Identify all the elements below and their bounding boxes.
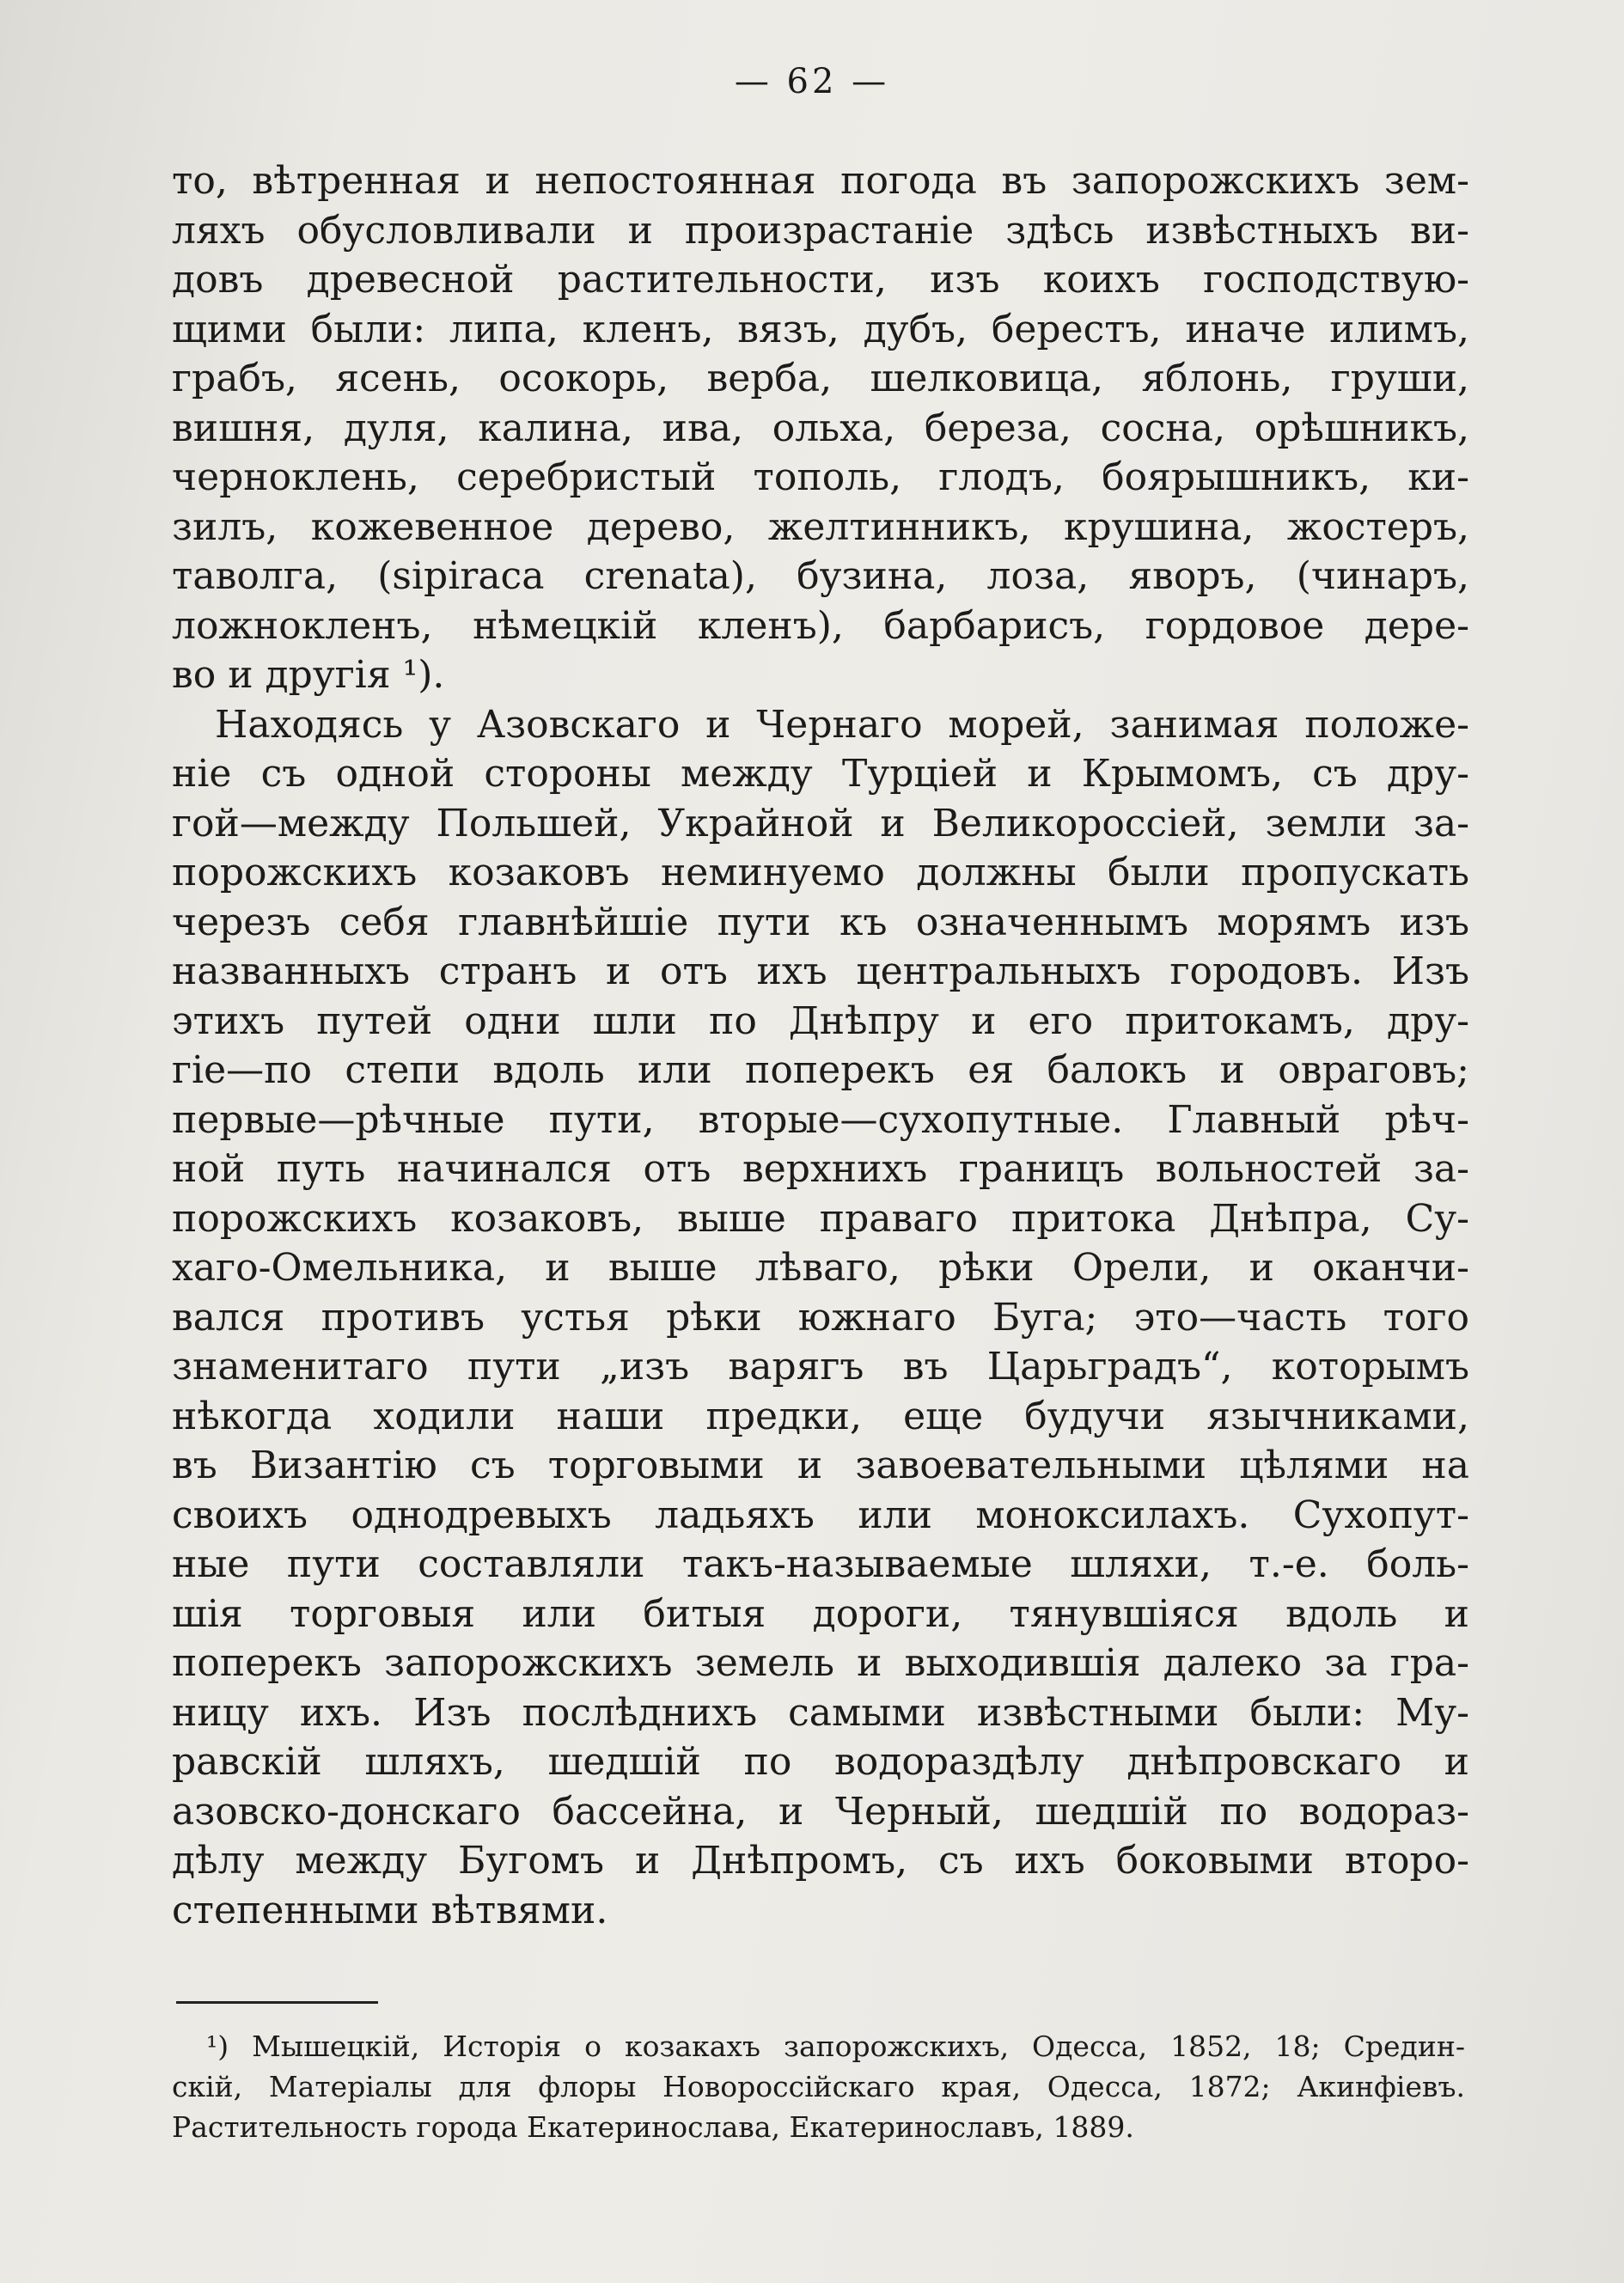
text-line: ложнокленъ, нѣмецкій кленъ), барбарисъ, гордовое дере- (172, 603, 1469, 648)
text-line: знаменитаго пути „изъ варягъ въ Царьградъ“, которымъ (172, 1345, 1469, 1389)
text-line: довъ древесной растительности, изъ коихъ господствую- (172, 258, 1469, 302)
text-line: поперекъ запорожскихъ земель и выходившія далеко за гра- (172, 1641, 1469, 1685)
text-line: азовско-донскаго бассейна, и Черный, шедшій по водораз- (172, 1789, 1469, 1834)
text-line: ніе съ одной стороны между Турціей и Крымомъ, съ дру- (172, 752, 1469, 796)
text-line: во и другія ¹). (172, 653, 445, 697)
text-line: грабъ, ясень, осокорь, верба, шелковица, яблонь, груши, (172, 357, 1469, 400)
text-line: ляхъ обусловливали и произрастаніе здѣсь извѣстныхъ ви- (172, 208, 1469, 253)
text-line: таволга, (sipiraca crenata), бузина, лоза, яворъ, (чинаръ, (172, 554, 1469, 598)
text-line: гіе—по степи вдоль или поперекъ ея балокъ и овраговъ; (172, 1048, 1469, 1092)
footnote-divider (176, 2001, 378, 2004)
text-line: въ Византію съ торговыми и завоевательными цѣлями на (172, 1444, 1469, 1487)
text-line: названныхъ странъ и отъ ихъ центральныхъ городовъ. Изъ (172, 949, 1469, 993)
text-line: зилъ, кожевенное дерево, желтинникъ, крушина, жостеръ, (172, 504, 1469, 549)
text-line: черезъ себя главнѣйшіе пути къ означеннымъ морямъ изъ (172, 900, 1469, 944)
footnotes (172, 2026, 1465, 2147)
text-line: порожскихъ козаковъ неминуемо должны были пропускать (172, 851, 1469, 894)
text-line: ные пути составляли такъ-называемые шляхи, т.-е. боль- (172, 1542, 1469, 1586)
text-line: первые—рѣчные пути, вторые—сухопутные. Главный рѣч- (172, 1097, 1469, 1142)
text-line: гой—между Польшей, Украйной и Великороссіей, земли за- (172, 801, 1469, 845)
text-line: порожскихъ козаковъ, выше праваго притока Днѣпра, Су- (172, 1196, 1469, 1241)
footnote-line: Растительность города Екатеринослава, Екатеринославъ, 1889. (172, 2110, 1134, 2144)
text-line: то, вѣтренная и непостоянная погода въ запорожскихъ зем- (172, 159, 1469, 203)
footnote-line: скій, Матеріалы для флоры Новороссійскаго края, Одесса, 1872; Акинфіевъ. (172, 2070, 1465, 2103)
body-text (172, 156, 1469, 1935)
text-line: ной путь начинался отъ верхнихъ границъ вольностей за- (172, 1147, 1469, 1191)
footnote-line: ¹) Мышецкій, Исторія о козакахъ запорожскихъ, Одесса, 1852, 18; Средин- (206, 2030, 1465, 2063)
text-line: дѣлу между Бугомъ и Днѣпромъ, съ ихъ боковыми второ- (172, 1839, 1469, 1883)
text-line: этихъ путей одни шли по Днѣпру и его притокамъ, дру- (172, 998, 1469, 1043)
text-line: шія торговыя или битыя дороги, тянувшіяся вдоль и (172, 1591, 1469, 1636)
text-line: своихъ однодревыхъ ладьяхъ или моноксилахъ. Сухопут- (172, 1492, 1469, 1537)
text-line: равскій шляхъ, шедшій по водораздѣлу днѣпровскаго и (172, 1740, 1469, 1784)
page-number: — 62 — (734, 62, 890, 101)
text-line: вался противъ устья рѣки южнаго Буга; это—часть того (172, 1295, 1469, 1340)
text-line: нѣкогда ходили наши предки, еще будучи язычниками, (172, 1394, 1469, 1438)
text-line: щими были: липа, кленъ, вязъ, дубъ, берестъ, иначе илимъ, (172, 307, 1469, 351)
text-line: вишня, дуля, калина, ива, ольха, береза, сосна, орѣшникъ, (172, 406, 1469, 450)
text-line: хаго-Омельника, и выше лѣваго, рѣки Орели, и оканчи- (172, 1246, 1469, 1290)
text-line: Находясь у Азовскаго и Чернаго морей, занимая положе- (215, 702, 1469, 747)
text-line: ницу ихъ. Изъ послѣднихъ самыми извѣстными были: Му- (172, 1690, 1469, 1735)
text-line: степенными вѣтвями. (172, 1888, 608, 1932)
text-line: черноклень, серебристый тополь, глодъ, боярышникъ, ки- (172, 455, 1469, 499)
